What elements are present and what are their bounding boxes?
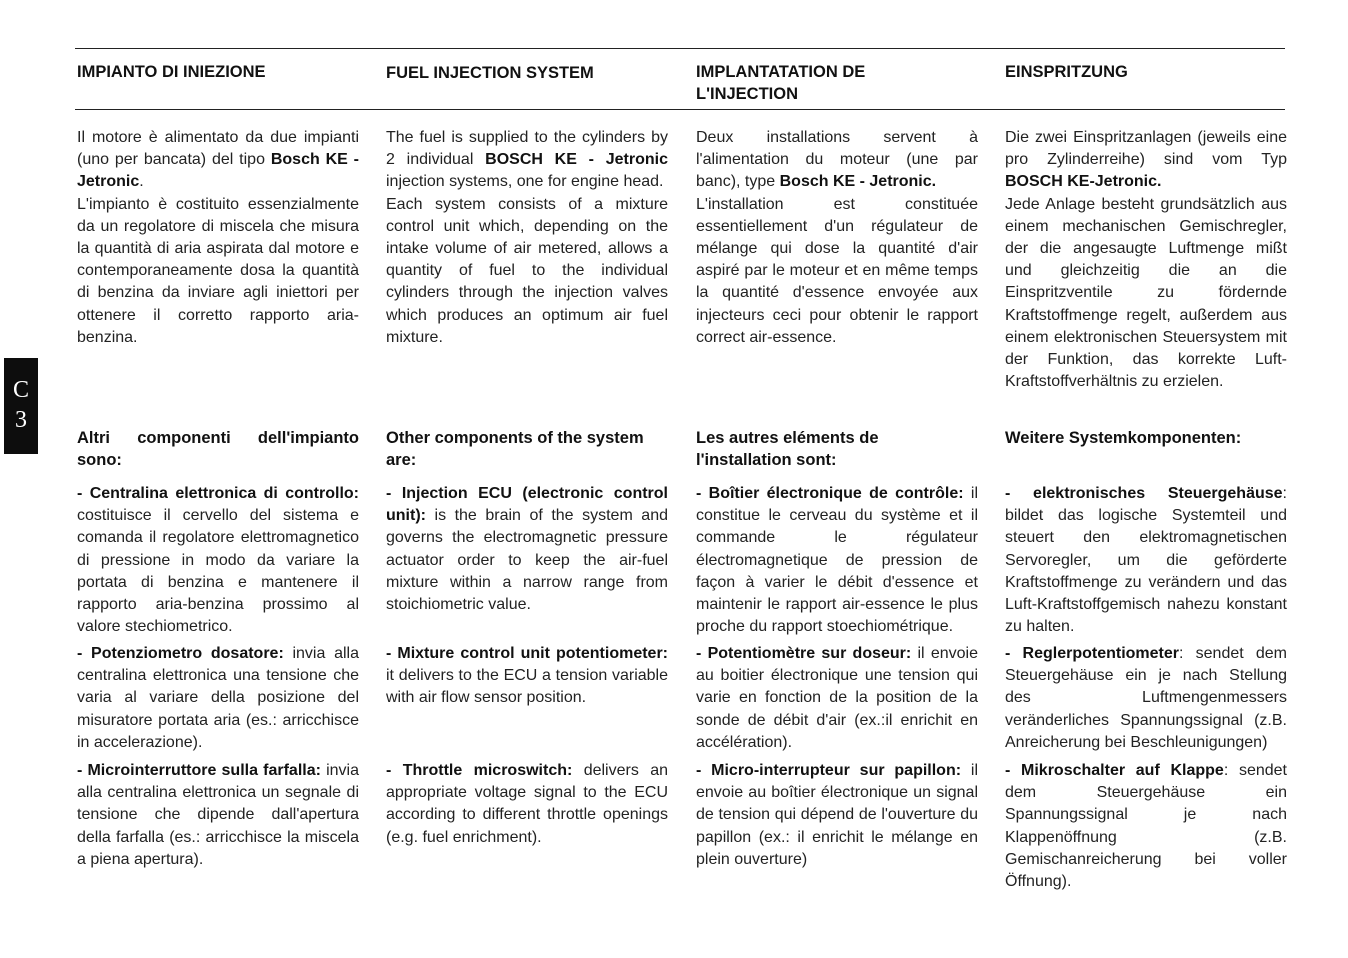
intro-paragraph: L'impianto è costituito essenzialmente da un regolatore di miscela che misura la quantità di aria aspirata dal motore e contemporaneamente dosa la quantità di benzina da inviare agli iniettori per ottenere il corretto rapporto aria-benzina. <box>77 195 359 346</box>
intro-italian <box>77 127 359 349</box>
chapter-tab-number: 3 <box>15 407 27 433</box>
header-french: IMPLANTATATION DE L'INJECTION <box>696 63 866 103</box>
intro-paragraph: Deux installations servent à l'alimentation du moteur (une par banc), type Bosch KE - Jetronic. <box>696 129 978 191</box>
chapter-tab-letter: C <box>12 377 29 403</box>
item-german-3: - Mikroschalter auf Klappe: sendet dem Steuergehäuse ein Spannungssignal je nach Klappenöffnung (z.B. Gemischanreicherung bei voller Öffnung). <box>1005 762 1287 891</box>
chapter-tab <box>4 358 38 454</box>
intro-paragraph: Il motore è alimentato da due impianti (uno per bancata) del tipo Bosch KE - Jetronic. <box>77 129 360 191</box>
section-title-english: Other components of the system are: <box>386 429 644 469</box>
intro-english <box>386 127 668 349</box>
item-german-1: - elektronisches Steuergehäuse: bildet das logische Systemteil und steuert den elektromagnetischen Servoregler, um die geförderte Kraftstoffmenge zu verändern und das Luft-Kraftstoffgemisch nahezu konstant zu halten. <box>1005 485 1287 636</box>
item-italian-3: - Microinterruttore sulla farfalla: invia alla centralina elettronica un segnale di tensione che dipende dall'apertura della farfalla (es.: arricchisce la miscela a piena apertura). <box>77 762 359 868</box>
intro-paragraph: Die zwei Einspritzanlagen (jeweils eine pro Zylinderreihe) sind vom Typ BOSCH KE-Jetronic. <box>1005 129 1287 191</box>
intro-paragraph: Each system consists of a mixture control unit which, depending on the intake volume of air metered, allows a quantity of fuel to the individual cylinders through the injection valves which produces an optimum air fuel mixture. <box>386 195 668 346</box>
intro-paragraph: L'installation est constituée essentiellement d'un régulateur de mélange qui dose la quantité d'air aspiré par le moteur et en même temps la quantité d'essence envoyée aux injecteurs ceci pour obtenir le rapport correct air-essence. <box>696 195 978 346</box>
header-bottom-rule <box>75 109 1285 110</box>
top-rule <box>75 48 1285 49</box>
item-french-3: - Micro-interrupteur sur papillon: il envoie au boîtier électronique un signal de tension qui dépend de l'ouverture du papillon (ex.: il enrichit le mélange en plein ouverture) <box>696 762 979 868</box>
intro-paragraph: The fuel is supplied to the cylinders by 2 individual BOSCH KE - Jetronic injection systems, one for engine head. <box>386 129 669 191</box>
section-title-french: Les autres eléments de l'installation sont: <box>696 429 879 469</box>
section-title-italian: Altri componenti dell'impianto sono: <box>77 429 359 469</box>
header-english: FUEL INJECTION SYSTEM <box>386 64 594 82</box>
intro-paragraph: Jede Anlage besteht grundsätzlich aus einem mechanischen Gemischregler, der die angesaugte Luftmenge mißt und gleichzeitig die an die Einspritzventile zu fördernde Kraftstoffmenge regelt, außerdem aus einem elektronischen Steuersystem mit der Funktion, das korrekte Luft-Kraftstoffverhältnis zu erzielen. <box>1005 195 1287 391</box>
section-title-german: Weitere Systemkomponenten: <box>1005 429 1242 447</box>
item-english-2: - Mixture control unit potentiometer: it delivers to the ECU a tension variable with air flow sensor position. <box>386 645 668 707</box>
item-french-1: - Boîtier électronique de contrôle: il constitue le cerveau du système et il commande le régulateur électromagnetique de pression de façon à varier le débit d'essence et maintenir le rapport air-essence le plus proche du rapport stoechiométrique. <box>696 485 978 636</box>
item-german-2: - Reglerpotentiometer: sendet dem Steuergehäuse ein je nach Stellung des Luftmengenmessers veränderliches Spannungssignal (z.B. Anreicherung bei Beschleunigungen) <box>1005 645 1287 751</box>
header-german: EINSPRITZUNG <box>1005 63 1128 81</box>
intro-german <box>1005 127 1287 393</box>
intro-french <box>696 127 978 349</box>
item-italian-2: - Potenziometro dosatore: invia alla centralina elettronica una tensione che varia al variare della posizione del misuratore portata aria (es.: arricchisce in accelerazione). <box>77 645 359 751</box>
item-english-1: - Injection ECU (electronic control unit): is the brain of the system and governs the electromagnetic pressure actuator order to keep the air-fuel mixture within a narrow range from stoichiometric value. <box>386 485 668 614</box>
header-italian: IMPIANTO DI INIEZIONE <box>77 63 266 81</box>
item-french-2: - Potentiomètre sur doseur: il envoie au boitier électronique une tension qui varie en fonction de la position de la sonde de débit d'air (ex.:il enrichit en accélération). <box>696 645 978 751</box>
item-english-3: - Throttle microswitch: delivers an appropriate voltage signal to the ECU according to different throttle openings (e.g. fuel enrichment). <box>386 762 668 846</box>
item-italian-1: - Centralina elettronica di controllo: costituisce il cervello del sistema e comanda il regolatore elettromagnetico di pressione in modo da variare la portata di benzina e mantenere il rapporto aria-benzina prossimo al valore stechiometrico. <box>77 485 359 636</box>
